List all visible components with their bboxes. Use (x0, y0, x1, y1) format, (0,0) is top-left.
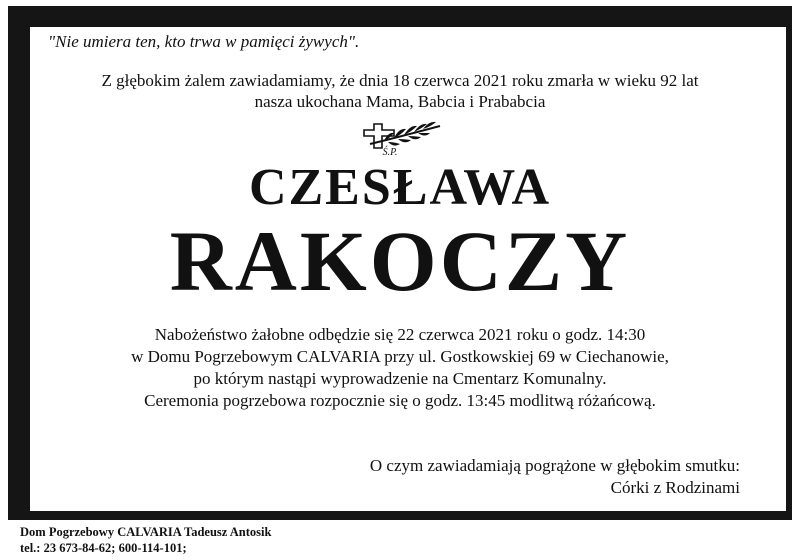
deceased-first-name: CZESŁAWA (248, 159, 552, 216)
intro-line-2: nasza ukochana Mama, Babcia i Prababcia (254, 92, 546, 111)
ceremony-line-4: Ceremonia pogrzebowa rozpocznie się o godz. 13:45 modlitwą różańcową. (144, 391, 656, 410)
footer-company: Dom Pogrzebowy CALVARIA Tadeusz Antosik (20, 525, 272, 539)
signature-mourners: Córki z Rodzinami (610, 478, 740, 497)
sp-mark: Ś.P. (382, 147, 398, 158)
ceremony-line-3: po którym nastąpi wyprowadzenie na Cmentarz Komunalny. (193, 369, 607, 388)
intro-line-1: Z głębokim żalem zawiadamiamy, że dnia 18 czerwca 2021 roku zmarła w wieku 92 lat (101, 71, 699, 90)
footer-phone: tel.: 23 673-84-62; 600-114-101; (20, 541, 187, 555)
ceremony-line-2: w Domu Pogrzebowym CALVARIA przy ul. Gostkowskiej 69 w Ciechanowie, (131, 347, 669, 366)
deceased-surname: RAKOCZY (169, 213, 631, 309)
closing-line: O czym zawiadamiają pogrążone w głębokim smutku: (369, 456, 740, 475)
ceremony-line-1: Nabożeństwo żałobne odbędzie się 22 czerwca 2021 roku o godz. 14:30 (154, 325, 646, 344)
motto-quote: "Nie umiera ten, kto trwa w pamięci żywych". (48, 32, 360, 51)
